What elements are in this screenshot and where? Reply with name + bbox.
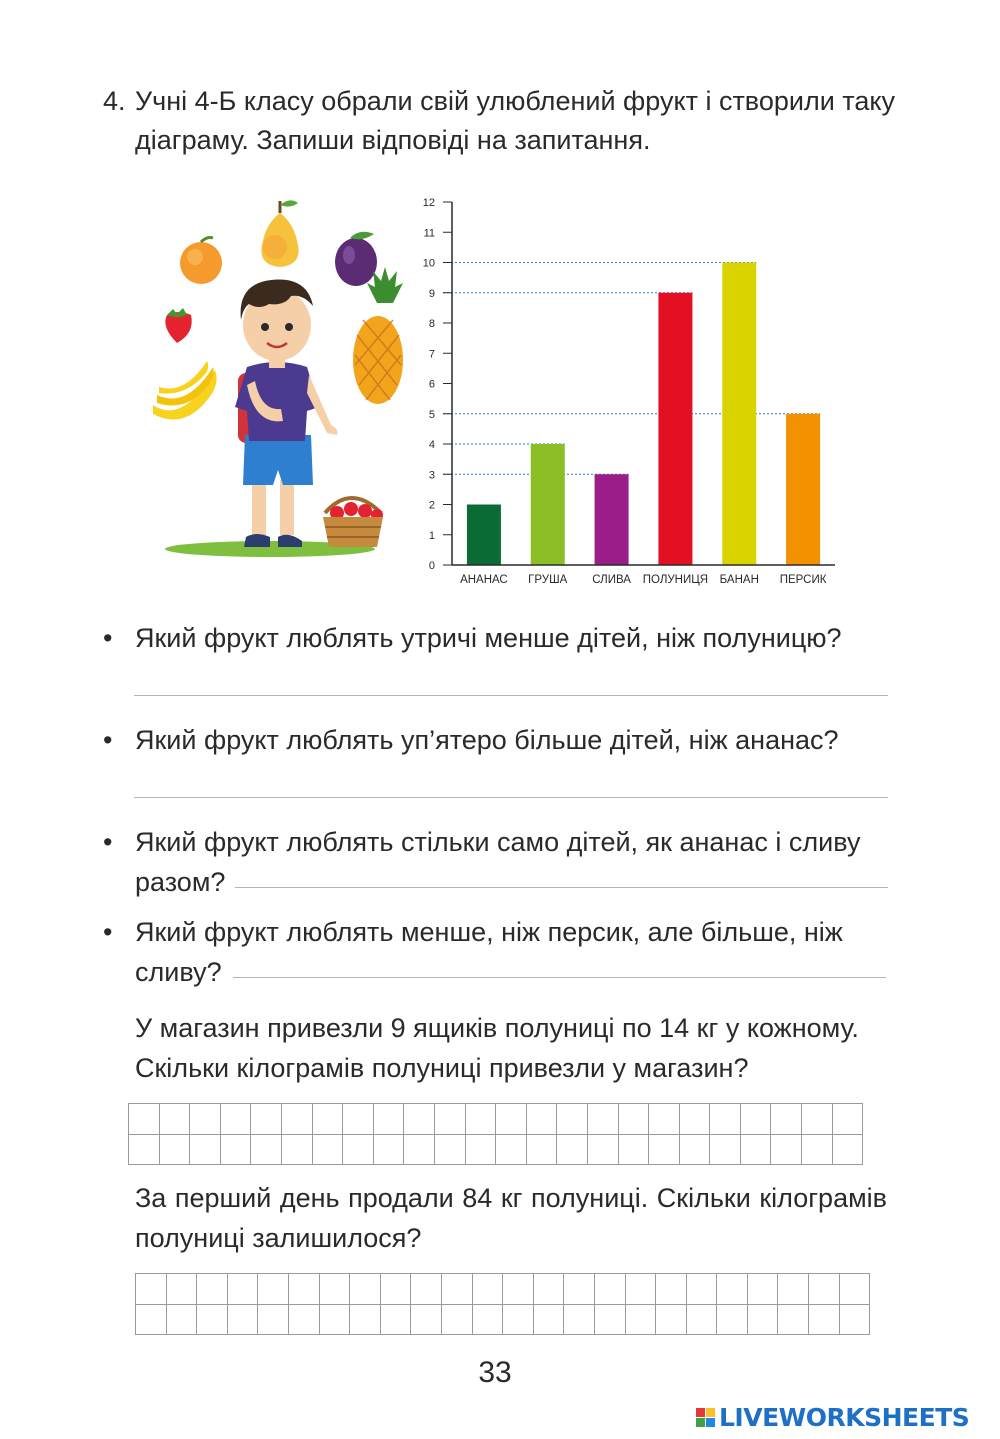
question-1-text: Який фрукт люблять утричі менше дітей, ніж полуницю? [135, 623, 842, 653]
y-tick-label-11: 11 [423, 227, 435, 240]
x-tick-label-2: СЛИВА [592, 574, 631, 586]
bar-персик [786, 414, 820, 565]
grid-cell[interactable] [473, 1274, 504, 1305]
grid-cell[interactable] [809, 1305, 840, 1336]
grid-cell[interactable] [626, 1305, 657, 1336]
y-tick-label-8: 8 [428, 318, 435, 330]
grid-cell[interactable] [381, 1305, 412, 1336]
grid-cell[interactable] [374, 1135, 405, 1166]
grid-cell[interactable] [136, 1305, 167, 1336]
answer-line-1[interactable] [134, 695, 888, 696]
grid-cell[interactable] [833, 1104, 864, 1135]
x-tick-labels [460, 574, 827, 586]
grid-cell[interactable] [503, 1305, 534, 1336]
grid-cell[interactable] [656, 1274, 687, 1305]
grid-cell[interactable] [527, 1104, 558, 1135]
grid-cell[interactable] [160, 1135, 191, 1166]
grid-cell[interactable] [771, 1135, 802, 1166]
grid-cell[interactable] [343, 1135, 374, 1166]
grid-cell[interactable] [435, 1104, 466, 1135]
grid-cell[interactable] [129, 1104, 160, 1135]
grid-cell[interactable] [160, 1104, 191, 1135]
y-tick-label-10: 10 [422, 257, 435, 270]
bar-ананас [467, 505, 501, 566]
y-tick-label-4: 4 [428, 439, 435, 451]
grid-cell[interactable] [136, 1274, 167, 1305]
boy-figure [235, 280, 337, 547]
grid-cell[interactable] [221, 1135, 252, 1166]
grid-cell[interactable] [557, 1104, 588, 1135]
fruit-bar-chart [415, 190, 845, 590]
grid-cell[interactable] [809, 1274, 840, 1305]
banana-icon [153, 361, 217, 420]
grid-cell[interactable] [313, 1104, 344, 1135]
y-tick-labels [423, 197, 452, 572]
y-tick-label-5: 5 [428, 408, 435, 421]
grid-cell[interactable] [350, 1274, 381, 1305]
grid-cell[interactable] [197, 1305, 228, 1336]
grid-cell[interactable] [190, 1135, 221, 1166]
grid-cell[interactable] [404, 1135, 435, 1166]
grid-cell[interactable] [190, 1104, 221, 1135]
grid-cell[interactable] [258, 1274, 289, 1305]
grid-cell[interactable] [527, 1135, 558, 1166]
grid-cell[interactable] [289, 1305, 320, 1336]
grid-cell[interactable] [717, 1274, 748, 1305]
grid-cell[interactable] [717, 1305, 748, 1336]
x-tick-label-4: БАНАН [719, 574, 759, 586]
logo-blocks-icon [696, 1408, 715, 1427]
grid-cell[interactable] [466, 1135, 497, 1166]
task-number: 4. [103, 86, 126, 116]
grid-cell[interactable] [802, 1104, 833, 1135]
plum-icon [335, 232, 377, 286]
grid-cell[interactable] [411, 1274, 442, 1305]
liveworksheets-logo[interactable] [696, 1403, 969, 1432]
grid-cell[interactable] [503, 1274, 534, 1305]
y-tick-label-12: 12 [422, 197, 435, 209]
grid-cell[interactable] [411, 1305, 442, 1336]
grid-cell[interactable] [251, 1104, 282, 1135]
y-tick-label-3: 3 [428, 469, 435, 482]
grid-cell[interactable] [840, 1305, 871, 1336]
grid-cell[interactable] [564, 1274, 595, 1305]
grid-cell[interactable] [778, 1274, 809, 1305]
page-number: 33 [478, 1356, 512, 1389]
y-tick-label-1: 1 [428, 529, 435, 542]
y-tick-label-0: 0 [428, 560, 435, 572]
grid-cell[interactable] [778, 1305, 809, 1336]
grid-cell[interactable] [289, 1274, 320, 1305]
question-2-text: Який фрукт люблять уп’ятеро більше дітей, ніж ананас? [135, 725, 839, 755]
grid-cell[interactable] [840, 1274, 871, 1305]
grid-cell[interactable] [129, 1135, 160, 1166]
problem-1-text: У магазин привезли 9 ящиків полуниці по 14 кг у кожному. Скільки кілограмів полуниці привезли у магазин? [135, 1013, 859, 1083]
y-tick-label-6: 6 [428, 378, 435, 391]
answer-grid-2[interactable] [135, 1273, 870, 1335]
y-tick-label-9: 9 [428, 287, 435, 300]
grid-cell[interactable] [350, 1305, 381, 1336]
grid-cell[interactable] [496, 1135, 527, 1166]
grid-cell[interactable] [748, 1305, 779, 1336]
y-tick-label-2: 2 [428, 499, 435, 512]
grid-cell[interactable] [687, 1305, 718, 1336]
grid-cell[interactable] [748, 1274, 779, 1305]
grid-cell[interactable] [404, 1104, 435, 1135]
boy-with-fruits-illustration [145, 195, 415, 565]
bullet-4: • [103, 917, 113, 947]
grid-cell[interactable] [626, 1274, 657, 1305]
grid-cell[interactable] [282, 1135, 313, 1166]
pineapple-icon [353, 267, 403, 404]
grid-cell[interactable] [258, 1305, 289, 1336]
bar-полуниця [658, 293, 692, 565]
grid-cell[interactable] [588, 1135, 619, 1166]
grid-cell[interactable] [343, 1104, 374, 1135]
grid-cell[interactable] [741, 1135, 772, 1166]
grid-cell[interactable] [320, 1305, 351, 1336]
grid-cell[interactable] [588, 1104, 619, 1135]
answer-line-4[interactable] [233, 977, 886, 978]
bullet-2: • [103, 725, 113, 755]
grid-cell[interactable] [802, 1135, 833, 1166]
strawberry-icon [165, 308, 191, 343]
question-4-text: Який фрукт люблять менше, ніж персик, але більше, ніж сливу? [135, 917, 843, 987]
grid-cell[interactable] [466, 1104, 497, 1135]
grid-cell[interactable] [710, 1104, 741, 1135]
answer-line-2[interactable] [134, 797, 888, 798]
grid-cell[interactable] [442, 1305, 473, 1336]
grid-cell[interactable] [282, 1104, 313, 1135]
grid-cell[interactable] [833, 1135, 864, 1166]
grid-cell[interactable] [167, 1274, 198, 1305]
problem-2-text: За перший день продали 84 кг полуниці. Скільки кілограмів полуниці залишилося? [135, 1183, 887, 1253]
bullet-3: • [103, 827, 113, 857]
y-tick-label-7: 7 [428, 348, 435, 361]
grid-cell[interactable] [564, 1305, 595, 1336]
grid-cell[interactable] [771, 1104, 802, 1135]
grid-cell[interactable] [228, 1274, 259, 1305]
strawberry-basket-icon [323, 498, 383, 547]
question-3-text: Який фрукт люблять стільки само дітей, як ананас і сливу разом? [135, 827, 861, 897]
grid-cell[interactable] [435, 1135, 466, 1166]
x-tick-label-5: ПЕРСИК [779, 574, 827, 586]
grid-cell[interactable] [251, 1135, 282, 1166]
grid-cell[interactable] [496, 1104, 527, 1135]
bar-груша [531, 444, 565, 565]
grid-cell[interactable] [649, 1135, 680, 1166]
grid-cell[interactable] [320, 1274, 351, 1305]
grid-cell[interactable] [649, 1104, 680, 1135]
grid-cell[interactable] [374, 1104, 405, 1135]
task-text: Учні 4-Б класу обрали свій улюблений фрукт і створили таку діаграму. Запиши відповіді на запитання. [135, 86, 895, 155]
grid-cell[interactable] [381, 1274, 412, 1305]
grid-cell[interactable] [619, 1135, 650, 1166]
answer-line-3[interactable] [235, 887, 888, 888]
x-tick-label-1: ГРУША [528, 574, 568, 586]
brand-text: LIVEWORKSHEETS [719, 1403, 970, 1432]
grid-cell[interactable] [557, 1135, 588, 1166]
bar-банан [722, 263, 756, 566]
peach-icon [180, 238, 222, 285]
pear-icon [261, 200, 298, 267]
grid-cell[interactable] [442, 1274, 473, 1305]
grid-cell[interactable] [534, 1305, 565, 1336]
grid-cell[interactable] [228, 1305, 259, 1336]
grid-cell[interactable] [741, 1104, 772, 1135]
grid-cell[interactable] [680, 1135, 711, 1166]
grid-cell[interactable] [167, 1305, 198, 1336]
grid-cell[interactable] [473, 1305, 504, 1336]
grid-cell[interactable] [656, 1305, 687, 1336]
bar-слива [595, 474, 629, 565]
answer-grid-1[interactable] [128, 1103, 863, 1165]
x-tick-label-0: АНАНАС [460, 574, 508, 586]
grid-cell[interactable] [221, 1104, 252, 1135]
chart-guides [443, 263, 820, 475]
grid-cell[interactable] [595, 1274, 626, 1305]
x-tick-label-3: ПОЛУНИЦЯ [642, 574, 709, 586]
grid-cell[interactable] [619, 1104, 650, 1135]
grid-cell[interactable] [710, 1135, 741, 1166]
bullet-1: • [103, 623, 113, 653]
grid-cell[interactable] [680, 1104, 711, 1135]
grid-cell[interactable] [313, 1135, 344, 1166]
grid-cell[interactable] [687, 1274, 718, 1305]
grid-cell[interactable] [197, 1274, 228, 1305]
grid-cell[interactable] [595, 1305, 626, 1336]
grid-cell[interactable] [534, 1274, 565, 1305]
